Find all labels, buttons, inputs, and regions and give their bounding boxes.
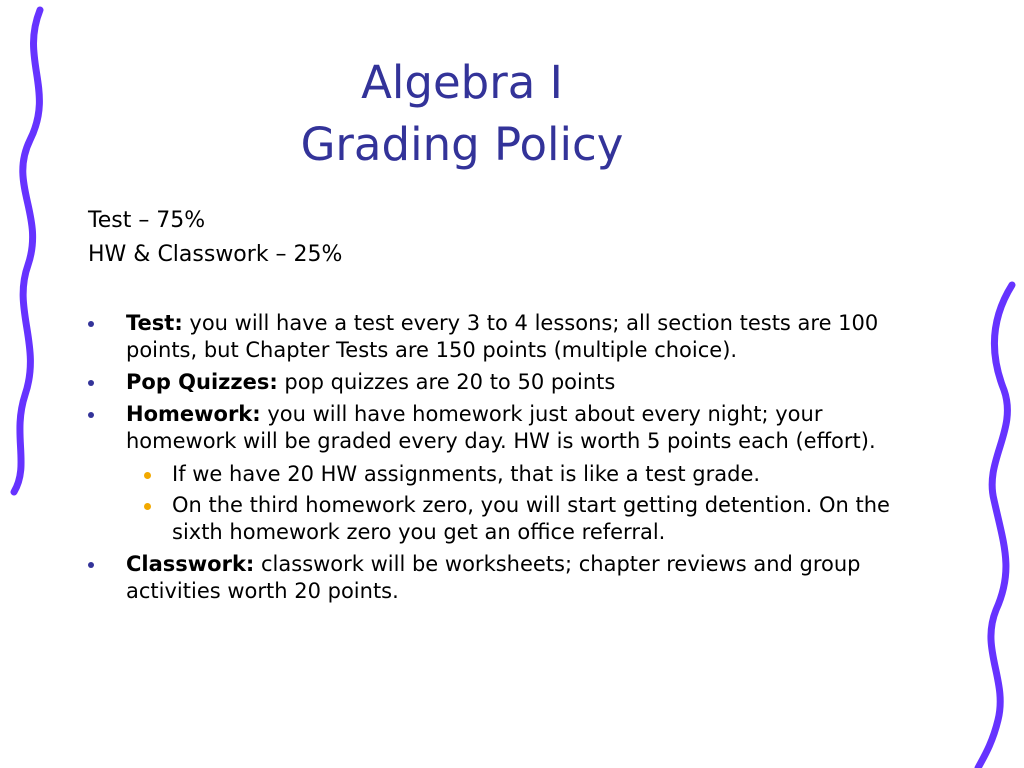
bullet-text: pop quizzes are 20 to 50 points [277,370,616,394]
right-squiggle-decoration [960,0,1024,768]
bullet-label: Test: [126,311,183,335]
bullet-label: Pop Quizzes: [126,370,278,394]
policy-list [88,310,918,610]
sub-bullet-text: On the third homework zero, you will start getting detention. On the sixth homework zero you get an office referral. [172,493,890,544]
sub-list-item [126,461,918,488]
bullet-text: you will have homework just about every night; your homework will be graded every day. HW is worth 5 points each (effort). [126,402,876,453]
list-item-pop-quizzes [88,369,918,396]
list-item-test [88,310,918,364]
test-weight: Test – 75% [88,208,206,233]
homework-sub-list [126,461,918,546]
bullet-dot-icon [88,321,94,327]
bullet-label: Homework: [126,402,261,426]
title-line-2: Grading Policy [300,118,624,171]
sub-bullet-text: If we have 20 HW assignments, that is like a test grade. [172,462,761,486]
bullet-text: classwork will be worksheets; chapter reviews and group activities worth 20 points. [126,552,861,603]
title-line-1: Algebra I [361,56,563,109]
list-item-classwork [88,551,918,605]
grade-weights [88,204,342,272]
list-item-homework [88,401,918,546]
bullet-dot-icon [88,380,94,386]
bullet-dot-icon [88,412,94,418]
sub-bullet-dot-icon [144,472,151,479]
hw-classwork-weight: HW & Classwork – 25% [88,242,343,267]
sub-list-item [126,492,918,546]
bullet-dot-icon [88,562,94,568]
page-title [0,52,924,176]
bullet-text: you will have a test every 3 to 4 lessons; all section tests are 100 points, but Chapter Tests are 150 points (multiple choice). [126,311,879,362]
sub-bullet-dot-icon [144,503,151,510]
bullet-label: Classwork: [126,552,255,576]
